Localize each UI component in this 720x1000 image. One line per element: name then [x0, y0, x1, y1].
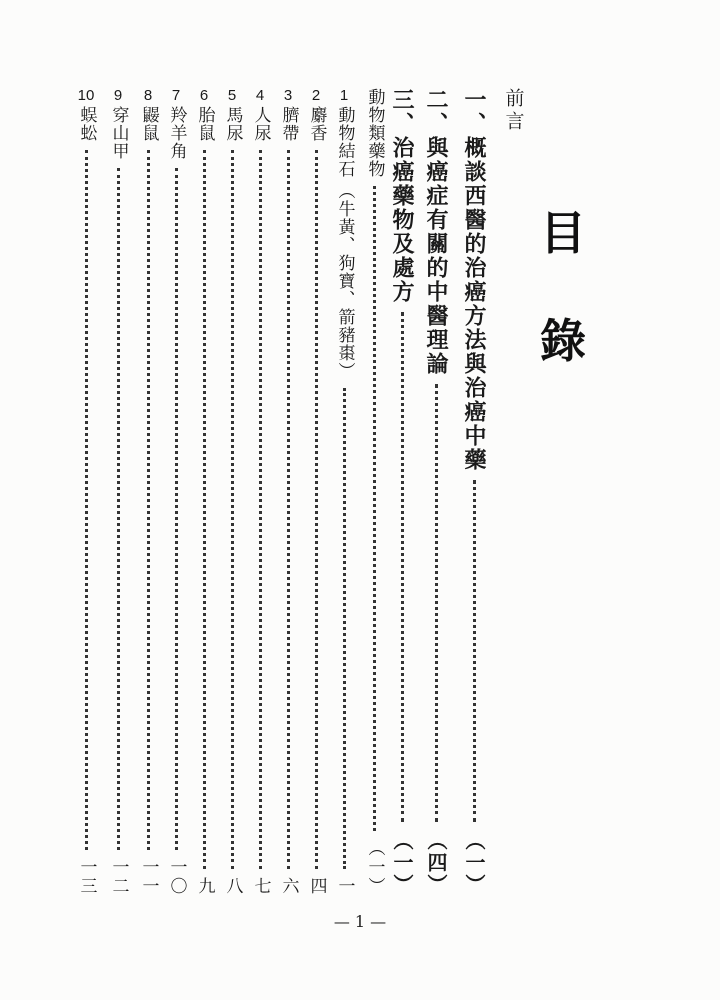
subsection-title: 動物類藥物 [364, 88, 385, 178]
preface-label: 前言 [502, 88, 525, 134]
dot-leader [435, 384, 438, 822]
dot-leader [231, 150, 234, 869]
toc-entry-7 [164, 88, 188, 896]
dot-leader [259, 150, 262, 869]
entry-2-page: 四 [306, 877, 327, 896]
toc-preface [500, 88, 526, 896]
entry-2-title: 麝香 [306, 106, 327, 142]
toc-section-2 [420, 88, 452, 896]
dot-leader [315, 150, 318, 869]
dot-leader [85, 150, 88, 850]
entry-10-number: 10 [77, 87, 95, 104]
subsection-page: （一） [364, 839, 385, 896]
entry-6-title: 胎鼠 [194, 106, 215, 142]
entry-1-title: 動物結石 [334, 106, 355, 178]
section-3-number: 三 [389, 88, 415, 112]
section-2-title: 與癌症有關的中醫理論 [423, 136, 449, 376]
entry-5-title: 馬尿 [222, 106, 243, 142]
dot-leader [287, 150, 290, 869]
entry-6-number: 6 [199, 87, 209, 104]
toc-entry-2 [304, 88, 328, 896]
entry-3-title: 臍帶 [278, 106, 299, 142]
toc-entry-1 [332, 88, 356, 896]
entry-9-number: 9 [113, 87, 123, 104]
entry-2-number: 2 [311, 87, 321, 104]
section-1-separator: 、 [461, 112, 487, 136]
title-char-2: 錄 [540, 314, 586, 368]
entry-7-page: 一〇 [166, 858, 187, 896]
entry-5-page: 八 [222, 877, 243, 896]
toc-entry-4 [248, 88, 272, 896]
toc-entry-10 [74, 88, 98, 896]
dot-leader [117, 168, 120, 850]
section-3-page: （一） [390, 830, 414, 896]
entry-3-number: 3 [283, 87, 293, 104]
entry-1-note: （牛黃、狗寶、箭豬棗） [334, 182, 355, 380]
entry-7-number: 7 [171, 87, 181, 104]
entry-9-title: 穿山甲 [108, 106, 129, 160]
toc-entry-5 [220, 88, 244, 896]
section-3-title: 治癌藥物及處方 [389, 136, 415, 304]
entry-10-title: 蜈蚣 [76, 106, 97, 142]
entry-8-number: 8 [143, 87, 153, 104]
entry-4-title: 人尿 [250, 106, 271, 142]
section-2-page: （四） [424, 830, 448, 896]
entry-8-title: 鼹鼠 [138, 106, 159, 142]
toc-section-3 [386, 88, 418, 896]
dot-leader [401, 312, 404, 822]
toc-entry-6 [192, 88, 216, 896]
section-1-page: （一） [462, 830, 486, 896]
dot-leader [343, 388, 346, 869]
entry-1-number: 1 [339, 87, 349, 104]
entry-4-page: 七 [250, 877, 271, 896]
entry-10-page: 一三 [76, 858, 97, 896]
toc-entry-8 [136, 88, 160, 896]
section-1-title: 概談西醫的治癌方法與治癌中藥 [461, 136, 487, 472]
toc-section-1 [458, 88, 490, 896]
entry-4-number: 4 [255, 87, 265, 104]
toc-subsection [362, 88, 386, 896]
entry-3-page: 六 [278, 877, 299, 896]
section-1-number: 一 [461, 88, 487, 112]
entry-5-number: 5 [227, 87, 237, 104]
dot-leader [473, 480, 476, 822]
entry-6-page: 九 [194, 877, 215, 896]
entry-9-page: 一二 [108, 858, 129, 896]
entry-1-page: 一 [334, 877, 355, 896]
toc-entry-9 [106, 88, 130, 896]
section-2-separator: 、 [423, 112, 449, 136]
dot-leader [147, 150, 150, 850]
dot-leader [175, 168, 178, 850]
dot-leader [373, 186, 376, 831]
title-char-1: 目 [540, 206, 586, 260]
section-2-number: 二 [423, 88, 449, 112]
section-3-separator: 、 [389, 112, 415, 136]
entry-7-title: 羚羊角 [166, 106, 187, 160]
page-number: — 1 — [333, 912, 387, 931]
toc-entry-3 [276, 88, 300, 896]
entry-8-page: 一一 [138, 858, 159, 896]
dot-leader [203, 150, 206, 869]
